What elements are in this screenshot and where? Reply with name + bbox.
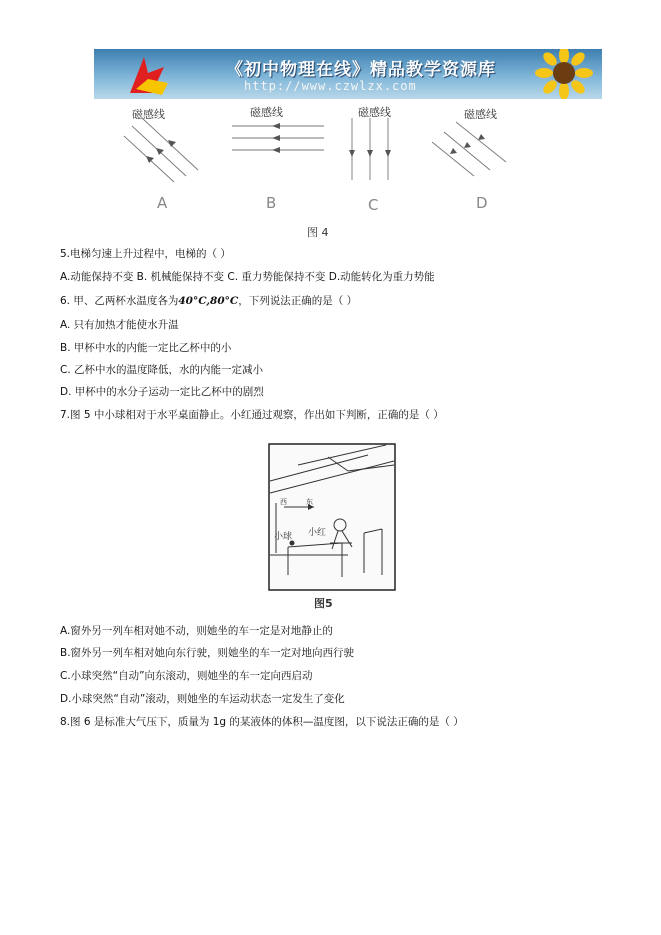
fig5-girl-label: 小红 <box>308 528 327 538</box>
q6-option-c: C. 乙杯中水的温度降低，水的内能一定减小 <box>60 364 264 376</box>
q7-option-d: D.小球突然“自动”滚动，则她坐的车运动状态一定发生了变化 <box>60 693 345 705</box>
q6-stem-post: ，下列说法正确的是（ ） <box>238 295 358 307</box>
fig5-west: 西 <box>280 498 287 506</box>
q6-option-b: B. 甲杯中水的内能一定比乙杯中的小 <box>60 342 232 354</box>
logo-icon <box>122 49 182 99</box>
field-lines-diagram <box>94 100 594 240</box>
sunflower-icon <box>534 49 594 99</box>
fig5-caption: 图5 <box>314 597 333 610</box>
panel-c-letter: C <box>368 196 379 214</box>
q6-stem <box>60 294 357 308</box>
q5-options: A.动能保持不变 B. 机械能保持不变 C. 重力势能保持不变 D.动能转化为重力势能 <box>60 271 435 283</box>
fig5-east: 东 <box>306 498 313 506</box>
q6-stem-pre: 6. 甲、乙两杯水温度各为 <box>60 295 179 307</box>
panel-b-label: 磁感线 <box>250 106 283 119</box>
q6-temps: 40°C,80°C <box>178 295 239 307</box>
q8-stem: 8.图 6 是标准大气压下，质量为 1g 的某液体的体积—温度图，以下说法正确的是（ ） <box>60 716 464 728</box>
train-scene-diagram <box>268 443 396 613</box>
figure-4 <box>94 100 594 240</box>
q6-option-a: A. 只有加热才能使水升温 <box>60 319 179 331</box>
figure-5 <box>268 443 396 613</box>
header-banner <box>94 49 602 99</box>
panel-d-letter: D <box>476 194 488 212</box>
figure-4-caption: 图 4 <box>307 226 329 239</box>
banner-title: 《初中物理在线》精品教学资源库 <box>226 60 496 80</box>
q5-stem: 5.电梯匀速上升过程中，电梯的（ ） <box>60 248 231 260</box>
panel-c-label: 磁感线 <box>358 106 391 119</box>
banner-url[interactable]: http://www.czwlzx.com <box>244 79 417 93</box>
q7-option-a: A.窗外另一列车相对她不动，则她坐的车一定是对地静止的 <box>60 625 333 637</box>
panel-d-label: 磁感线 <box>464 108 497 121</box>
q7-option-b: B.窗外另一列车相对她向东行驶，则她坐的车一定对地向西行驶 <box>60 647 355 659</box>
panel-a-label: 磁感线 <box>132 108 165 121</box>
panel-a-letter: A <box>157 194 168 212</box>
fig5-ball-label: 小球 <box>274 532 293 542</box>
panel-b-letter: B <box>266 194 277 212</box>
q7-option-c: C.小球突然“自动”向东滚动，则她坐的车一定向西启动 <box>60 670 313 682</box>
q7-stem: 7.图 5 中小球相对于水平桌面静止。小红通过观察，作出如下判断，正确的是（ ） <box>60 409 444 421</box>
q6-option-d: D. 甲杯中的水分子运动一定比乙杯中的剧烈 <box>60 386 264 398</box>
